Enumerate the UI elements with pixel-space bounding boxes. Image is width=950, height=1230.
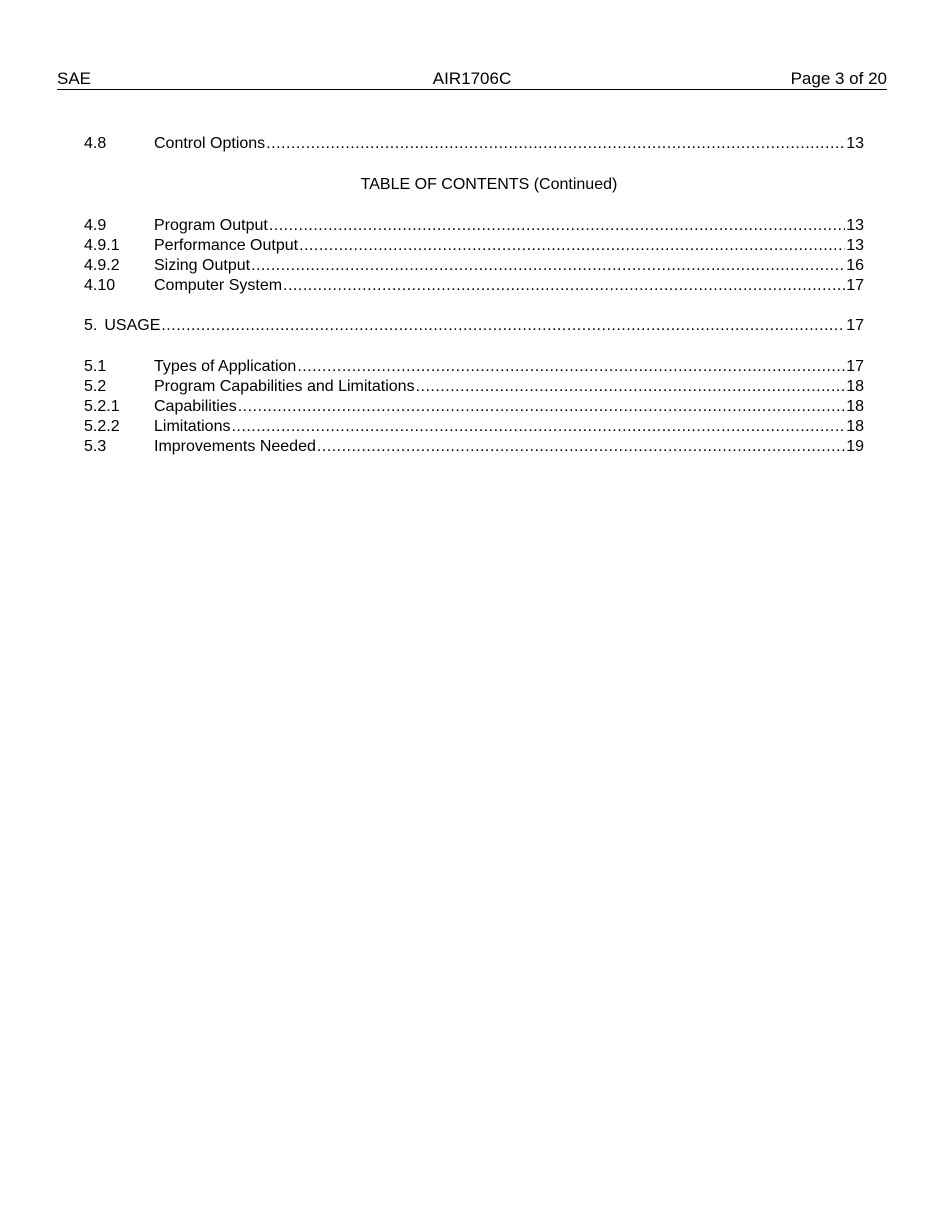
toc-entry-title: Limitations <box>154 418 231 435</box>
toc-leader-dots <box>266 134 845 154</box>
toc-entry-page: 13 <box>846 135 864 152</box>
toc-entry-page: 18 <box>846 378 864 395</box>
toc-entry-page: 18 <box>846 418 864 435</box>
toc-leader-dots <box>297 357 845 377</box>
toc-leader-dots <box>283 276 845 296</box>
toc-leader-dots <box>251 256 845 276</box>
toc-entry-title: Program Capabilities and Limitations <box>154 378 415 395</box>
header-org: SAE <box>57 69 92 88</box>
toc-entry-page: 18 <box>846 398 864 415</box>
toc-leader-dots <box>269 216 845 236</box>
toc-entry-number: 5.2 <box>84 378 107 395</box>
toc-entry <box>84 377 864 397</box>
toc-entry <box>84 216 864 236</box>
toc-leader-dots <box>238 397 845 417</box>
toc-entry-number: 5.2.2 <box>84 418 120 435</box>
toc-leader-dots <box>161 316 845 336</box>
toc-entry-title: Sizing Output <box>154 257 251 274</box>
toc-entry-title: USAGE <box>104 317 161 334</box>
toc-continued-heading: TABLE OF CONTENTS (Continued) <box>360 176 618 193</box>
toc-entry <box>84 134 864 154</box>
toc-entry-page: 17 <box>846 358 864 375</box>
toc-entry <box>84 256 864 276</box>
toc-entry-page: 17 <box>846 277 864 294</box>
toc-entry <box>84 397 864 417</box>
toc-entry-page: 13 <box>846 217 864 234</box>
toc-entry-number: 4.9.1 <box>84 237 120 254</box>
toc-entry-title: Performance Output <box>154 237 299 254</box>
toc-entry-title: Program Output <box>154 217 268 234</box>
toc-entry-number: 4.10 <box>84 277 116 294</box>
toc-entry-page: 13 <box>846 237 864 254</box>
header-page-number: Page 3 of 20 <box>790 69 887 88</box>
toc-entry <box>84 437 864 457</box>
toc-entry-title: Types of Application <box>154 358 297 375</box>
toc-entry-title: Improvements Needed <box>154 438 316 455</box>
toc-entry-number: 4.9 <box>84 217 107 234</box>
toc-entry-page: 16 <box>846 257 864 274</box>
toc-entry-page: 17 <box>846 317 864 334</box>
toc-leader-dots <box>416 377 846 397</box>
toc-entry-number: 4.8 <box>84 135 107 152</box>
toc-leader-dots <box>231 417 845 437</box>
toc-entry <box>84 357 864 377</box>
toc-section-entry <box>84 316 864 336</box>
toc-entry <box>84 236 864 256</box>
toc-entry-title: Control Options <box>154 135 266 152</box>
toc-leader-dots <box>299 236 845 256</box>
toc-leader-dots <box>317 437 845 457</box>
toc-entry <box>84 276 864 296</box>
toc-entry-number: 5.3 <box>84 438 107 455</box>
toc-entry-title: Capabilities <box>154 398 237 415</box>
header-document-id: AIR1706C <box>432 69 512 88</box>
toc-entry-page: 19 <box>846 438 864 455</box>
toc-entry-number: 5. <box>84 317 98 334</box>
toc-entry-number: 4.9.2 <box>84 257 120 274</box>
toc-entry-title: Computer System <box>154 277 283 294</box>
toc-entry-number: 5.1 <box>84 358 107 375</box>
page-header <box>57 68 887 90</box>
toc-entry-number: 5.2.1 <box>84 398 120 415</box>
toc-entry <box>84 417 864 437</box>
